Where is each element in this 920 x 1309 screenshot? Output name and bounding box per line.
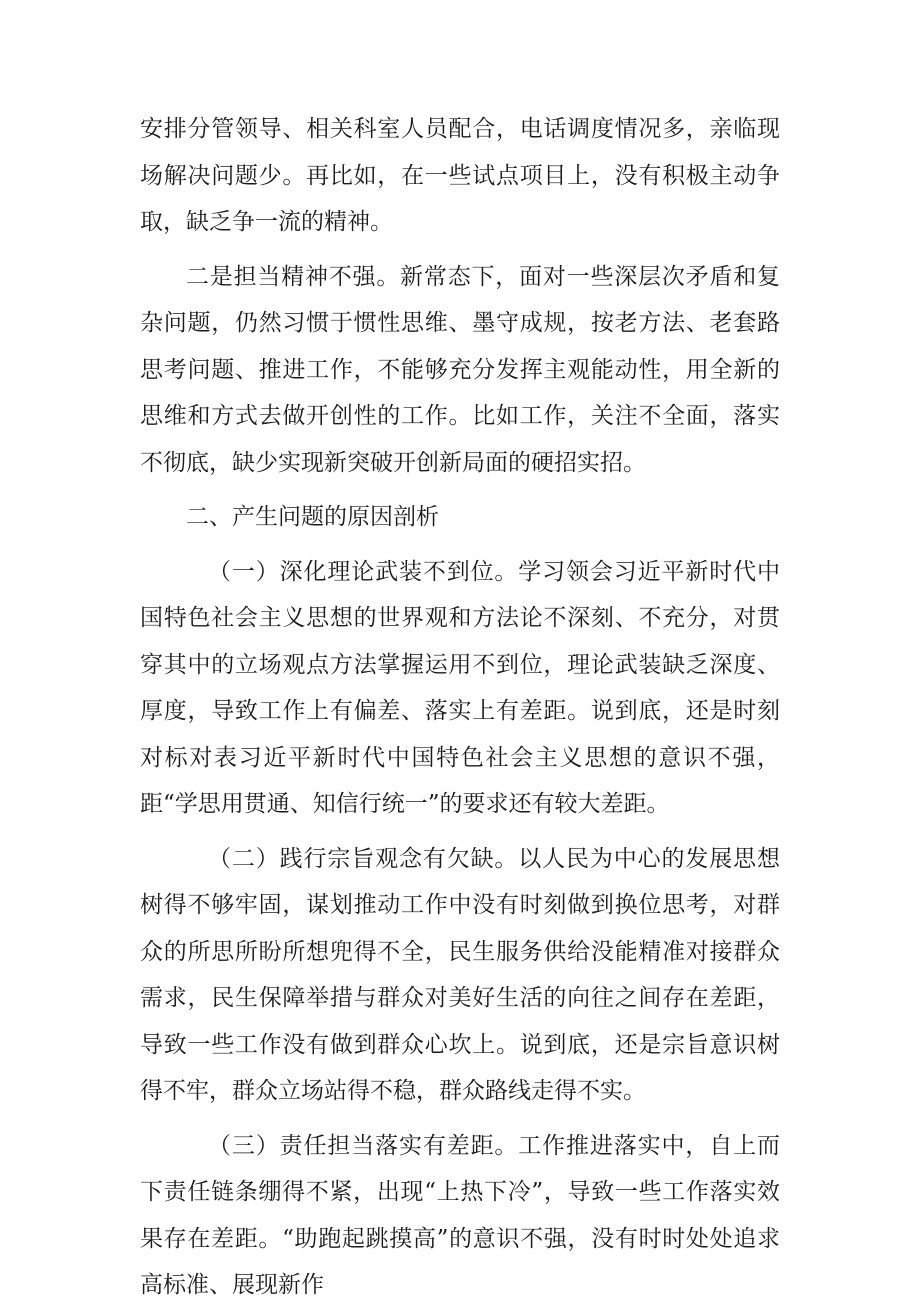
document-body <box>140 106 780 1309</box>
paragraph-purpose-concept: （二）践行宗旨观念有欠缺。以人民为中心的发展思想树得不够牢固，谋划推动工作中没有时刻做到换位思考，对群众的所思所盼所想兜得不全，民生服务供给没能精准对接群众需求，民生保障举措与群众对美好生活的向往之间存在差距，导致一些工作没有做到群众心坎上。说到底，还是宗旨意识树得不牢，群众立场站得不稳，群众路线走得不实。 <box>140 845 780 1104</box>
paragraph-responsibility-gap: （三）责任担当落实有差距。工作推进落实中，自上而下责任链条绷得不紧，出现“上热下冷”，导致一些工作落实效果存在差距。“助跑起跳摸高”的意识不强，没有时时处处追求高标准、展现新作 <box>140 1132 780 1298</box>
paragraph-continuation: 安排分管领导、相关科室人员配合，电话调度情况多，亲临现场解决问题少。再比如，在一些试点项目上，没有积极主动争取，缺乏争一流的精神。 <box>140 116 780 235</box>
paragraph-responsibility-spirit: 二是担当精神不强。新常态下，面对一些深层次矛盾和复杂问题，仍然习惯于惯性思维、墨守成规，按老方法、老套路思考问题、推进工作，不能够充分发挥主观能动性，用全新的思维和方式去做开创性的工作。比如工作，关注不全面，落实不彻底，缺少实现新突破开创新局面的硬招实招。 <box>140 263 780 476</box>
section-heading-cause-analysis: 二、产生问题的原因剖析 <box>186 504 439 530</box>
paragraph-theory-armament: （一）深化理论武装不到位。学习领会习近平新时代中国特色社会主义思想的世界观和方法论不深刻、不充分，对贯穿其中的立场观点方法掌握运用不到位，理论武装缺乏深度、厚度，导致工作上有偏差、落实上有差距。说到底，还是时刻对标对表习近平新时代中国特色社会主义思想的意识不强，距“学思用贯通、知信行统一”的要求还有较大差距。 <box>140 558 780 817</box>
